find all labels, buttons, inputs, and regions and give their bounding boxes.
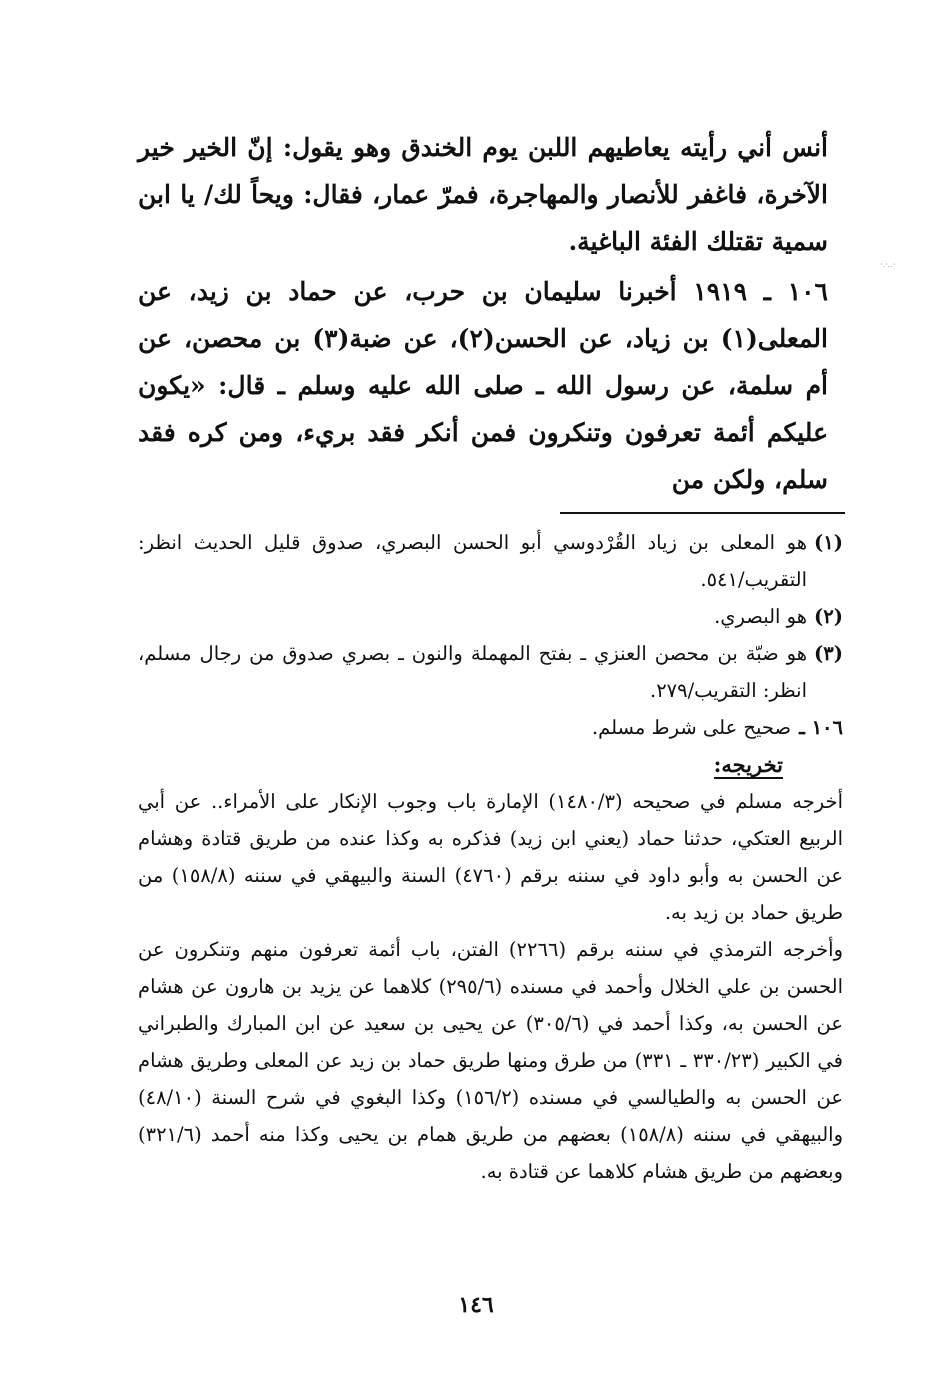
takhrij-heading	[138, 746, 843, 783]
hadith-grading-note	[138, 709, 843, 746]
footnote-number: (٢)	[814, 605, 843, 628]
main-paragraph-continued: أنس أني رأيته يعاطيهم اللبن يوم الخندق وهو يقول: إنّ الخير خير الآخرة، فاغفر للأنصار والمهاجرة، فمرّ عمار، فقال: ويحاً لك/ يا ابن سمية تقتلك الفئة الباغية.	[138, 133, 828, 256]
footnote-text: هو البصري.	[714, 605, 807, 628]
takhrij-heading-text: تخريجه:	[713, 752, 783, 777]
footnote-3	[138, 635, 843, 709]
takhrij-paragraph-1: أخرجه مسلم في صحيحه (١٤٨٠/٣) الإمارة باب وجوب الإنكار على الأمراء.. عن أبي الربيع العتكي، حدثنا حماد (يعني ابن زيد) فذكره به وكذا عنده من طريق قتادة وهشام عن الحسن به وأبو داود في سننه برقم (٤٧٦٠) السنة والبيهقي في سننه (١٥٨/٨) من طريق حماد بن زيد به.	[138, 790, 844, 924]
footnote-number: (٣)	[814, 642, 843, 665]
footnotes-section	[138, 524, 843, 1190]
footnote-separator	[560, 512, 845, 514]
takhrij-paragraph-2: وأخرجه الترمذي في سننه برقم (٢٢٦٦) الفتن، باب أئمة تعرفون منهم وتنكرون عن الحسن بن علي الخلال وأحمد في مسنده (٢٩٥/٦) كلاهما عن يزيد بن هارون عن هشام عن الحسن به، وكذا أحمد في (٣٠٥/٦) عن يحيى بن سعيد عن ابن المبارك والطبراني في الكبير (٣٣٠/٢٣ ـ ٣٣١) من طرق ومنها طريق حماد بن زيد عن المعلى وطريق هشام عن الحسن به والطيالسي في مسنده (١٥٦/٢) وكذا البغوي في شرح السنة (٤٨/١٠) والبيهقي في سننه (١٥٨/٨) بعضهم من طريق همام بن يحيى وكذا منه أحمد (٣٢١/٦) وبعضهم من طريق هشام كلاهما عن قتادة به.	[138, 938, 844, 1183]
footnote-1	[138, 524, 843, 598]
footnote-text: هو ضبّة بن محصن العنزي ـ بفتح المهملة والنون ـ بصري صدوق من رجال مسلم، انظر: التقريب/٢٧٩.	[138, 642, 807, 702]
footnote-text: هو المعلى بن زياد القُرْدوسي أبو الحسن البصري، صدوق قليل الحديث انظر: التقريب/٥٤١.	[138, 531, 807, 591]
hadith-note-number: ١٠٦ ـ	[799, 716, 843, 739]
footnote-2	[138, 598, 843, 635]
footnote-number: (١)	[814, 531, 843, 554]
main-paragraph-hadith-106: ١٠٦ ـ ١٩١٩ أخبرنا سليمان بن حرب، عن حماد بن زيد، عن المعلى(١) بن زياد، عن الحسن(٢)، عن ضبة(٣) بن محصن، عن أم سلمة، عن رسول الله ـ صلى الله عليه وسلم ـ قال: «يكون عليكم أئمة تعرفون وتنكرون فمن أنكر فقد بريء، ومن كره فقد سلم، ولكن من	[138, 277, 828, 494]
scan-speck: ·.·..·	[880, 260, 896, 269]
hadith-note-text: صحيح على شرط مسلم.	[591, 716, 792, 739]
page-number: ١٤٦	[458, 1292, 494, 1318]
